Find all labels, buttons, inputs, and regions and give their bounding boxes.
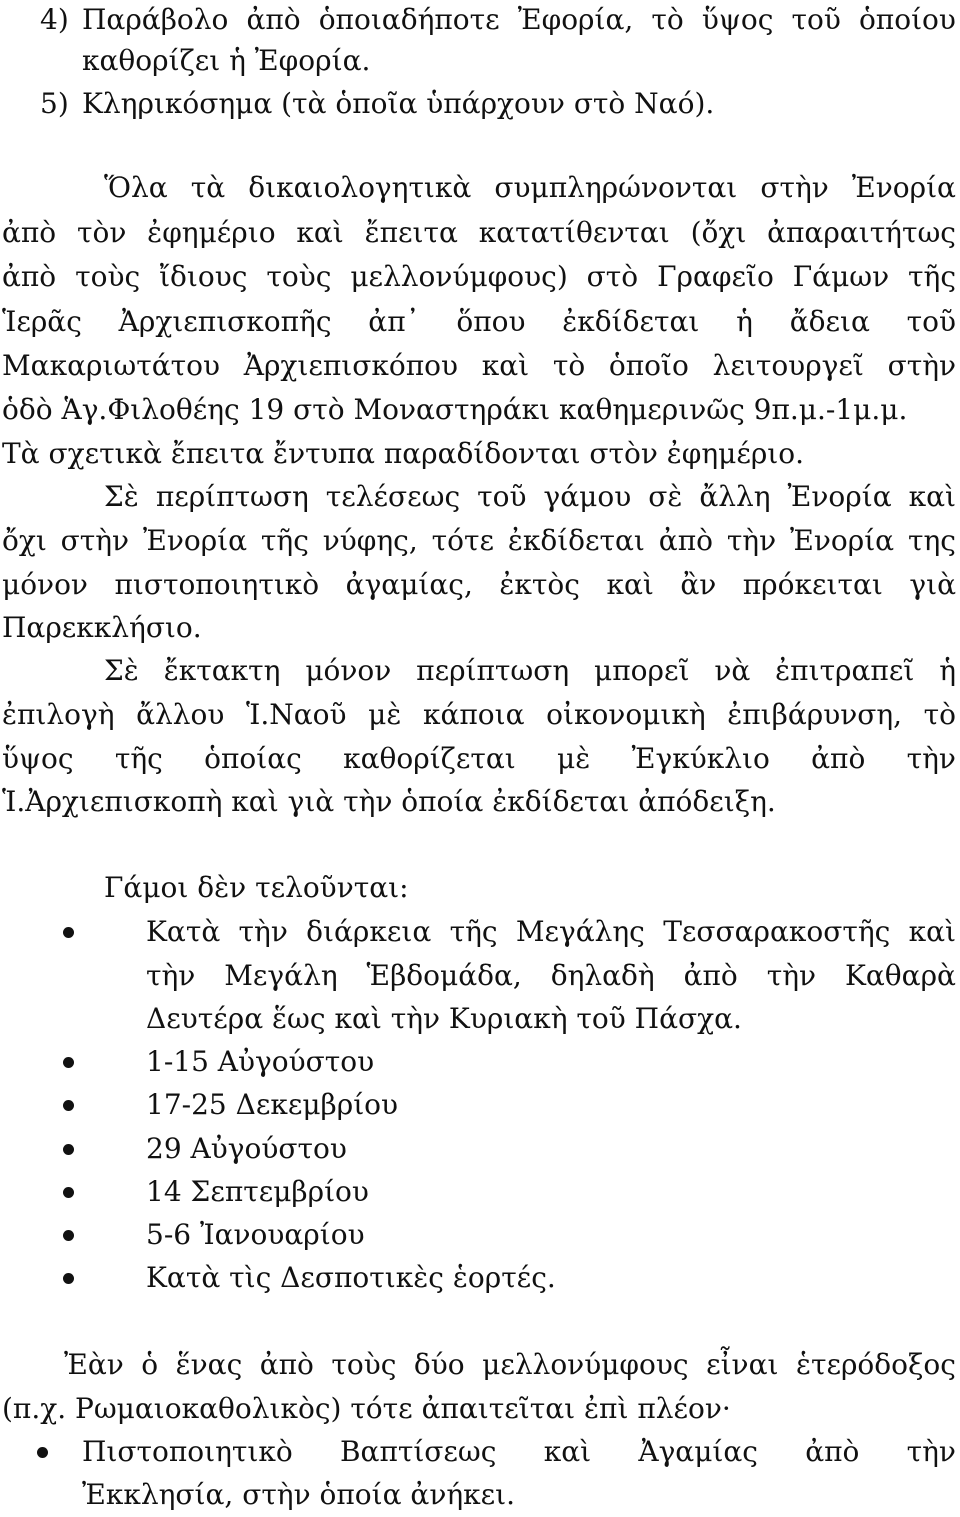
paragraph-line	[2, 346, 956, 386]
word: τὸν	[76, 216, 127, 249]
bullet-icon	[37, 1447, 48, 1458]
word: τῆς	[114, 742, 163, 775]
word: Σὲ	[104, 480, 139, 513]
word: Ἱ.Ναοῦ	[246, 698, 347, 731]
word: Σὲ	[104, 654, 139, 687]
word: ἴδιους	[159, 260, 248, 293]
paragraph-line	[104, 168, 956, 208]
word: ἀπὸ	[246, 3, 301, 36]
word: περίπτωση	[155, 480, 309, 513]
word: ἡ	[939, 654, 956, 687]
word: (ὄχι	[690, 216, 747, 249]
paragraph-line: Ἱ.Ἀρχιεπισκοπὴ καὶ γιὰ τὴν ὁποία ἐκδίδεται ἀπόδειξη.	[2, 785, 776, 818]
word: οἰκονομικὴ	[546, 698, 706, 731]
word: στὸ	[586, 260, 639, 293]
word: καθορίζεται	[343, 742, 516, 775]
word: ὁποῖο	[608, 349, 689, 382]
bullet-icon	[63, 1144, 74, 1155]
word: Πιστοποιητικὸ	[82, 1435, 293, 1468]
paragraph-line	[104, 651, 956, 691]
word: Ἐγκύκλιο	[631, 742, 770, 775]
word: ἑτερόδοξος	[795, 1348, 956, 1381]
word: ἂν	[680, 568, 717, 601]
list-item-line: Ἐκκλησία, στὴν ὁποία ἀνήκει.	[82, 1478, 516, 1511]
word: πιστοποιητικὸ	[114, 568, 320, 601]
word: νὰ	[714, 654, 751, 687]
word: τὴν	[238, 915, 288, 948]
word: Τεσσαρακοστῆς	[663, 915, 891, 948]
numbered-item-number: 4)	[40, 3, 69, 36]
word: Κατὰ	[146, 915, 221, 948]
word: ὁποιαδήποτε	[318, 3, 500, 36]
word: Μεγάλης	[515, 915, 645, 948]
word: μελλονύμφους	[482, 1348, 689, 1381]
paragraph-line	[2, 213, 956, 253]
word: καὶ	[908, 915, 956, 948]
word: γιὰ	[909, 568, 956, 601]
list-item-line	[146, 912, 956, 952]
word: ἄλλου	[136, 698, 225, 731]
word: Γραφεῖο	[657, 260, 774, 293]
section-heading: Γάμοι δὲν τελοῦνται:	[104, 871, 409, 904]
word: ἔκτακτη	[163, 654, 281, 687]
word: Παράβολο	[82, 3, 229, 36]
word: στὴν	[760, 171, 829, 204]
word: ἀπὸ	[259, 1348, 314, 1381]
word: τὴν	[906, 742, 956, 775]
word: πρόκειται	[742, 568, 883, 601]
list-item-line	[82, 1432, 956, 1472]
word: ἀπὸ	[2, 260, 57, 293]
word: στὴν	[887, 349, 956, 382]
word: Ἑβδομάδα,	[366, 959, 522, 992]
word: ἡ	[736, 305, 753, 338]
word: μόνον	[2, 568, 88, 601]
list-item: 5-6 Ἰανουαρίου	[146, 1218, 365, 1251]
word: Μεγάλη	[224, 959, 338, 992]
word: ἕνας	[175, 1348, 243, 1381]
word: τὸ	[651, 3, 684, 36]
bullet-icon	[63, 1230, 74, 1241]
word: γάμου	[543, 480, 632, 513]
word: τῆς	[449, 915, 498, 948]
word: ἀπὸ	[811, 742, 866, 775]
word: τοῦ	[906, 305, 956, 338]
word: Ὅλα	[104, 171, 168, 204]
word: καὶ	[296, 216, 344, 249]
paragraph-line: Τὰ σχετικὰ ἔπειτα ἔντυπα παραδίδονται στὸν ἐφημέριο.	[2, 437, 805, 470]
word: τότε	[431, 524, 494, 557]
word: Ἐὰν	[64, 1348, 124, 1381]
paragraph-line	[2, 521, 956, 561]
word: κάποια	[422, 698, 525, 731]
word: ὁ	[141, 1348, 159, 1381]
word: τοὺς	[331, 1348, 397, 1381]
list-item-line	[146, 956, 956, 996]
numbered-item-line: Κληρικόσημα (τὰ ὁποῖα ὑπάρχουν στὸ Ναό).	[82, 87, 715, 120]
word: περίπτωση	[416, 654, 570, 687]
word: ἐπιτραπεῖ	[775, 654, 915, 687]
word: καὶ	[908, 480, 956, 513]
paragraph-line	[64, 1345, 956, 1385]
numbered-item-number: 5)	[40, 87, 69, 120]
paragraph-line: Παρεκκλήσιο.	[2, 611, 202, 644]
word: τοὺς	[75, 260, 141, 293]
word: συμπληρώνονται	[494, 171, 738, 204]
word: τὸ	[552, 349, 586, 382]
bullet-icon	[63, 1273, 74, 1284]
word: ἀπὸ	[805, 1435, 860, 1468]
word: ἀπαραιτήτως	[767, 216, 956, 249]
word: τὸ	[923, 698, 956, 731]
numbered-item-text	[82, 0, 956, 40]
list-item: 14 Σεπτεμβρίου	[146, 1175, 369, 1208]
word: τὴν	[146, 959, 196, 992]
list-item: 17-25 Δεκεμβρίου	[146, 1088, 399, 1121]
paragraph-line	[2, 565, 956, 605]
word: Ἀρχιεπισκοπῆς	[118, 305, 332, 338]
word: καὶ	[481, 349, 530, 382]
paragraph-line	[2, 302, 956, 342]
word: ὁποίου	[858, 3, 956, 36]
word: μὲ	[368, 698, 402, 731]
list-item-line: Δευτέρα ἕως καὶ τὴν Κυριακὴ τοῦ Πάσχα.	[146, 1002, 742, 1035]
bullet-icon	[63, 1187, 74, 1198]
word: καὶ	[606, 568, 654, 601]
word: μπορεῖ	[594, 654, 690, 687]
word: τοῦ	[791, 3, 841, 36]
word: μόνον	[305, 654, 392, 687]
word: Ἐνορία	[789, 524, 895, 557]
word: τὴν	[906, 1435, 956, 1468]
word: Βαπτίσεως	[339, 1435, 497, 1468]
paragraph-line	[104, 477, 956, 517]
word: ἀπὸ	[658, 524, 713, 557]
word: νύφης,	[322, 524, 418, 557]
word: τοὺς	[266, 260, 332, 293]
word: ἄλλη	[699, 480, 771, 513]
word: Μακαριωτάτου	[2, 349, 221, 382]
word: μελλονύμφους)	[350, 260, 568, 293]
word: τὴν	[766, 959, 817, 992]
word: ἐκτὸς	[499, 568, 580, 601]
word: Ἐνορία	[142, 524, 248, 557]
word: ὁποίας	[204, 742, 302, 775]
word: τὴν	[726, 524, 777, 557]
paragraph-line	[2, 695, 956, 735]
word: ἔπειτα	[364, 216, 458, 249]
word: ἐκδίδεται	[562, 305, 700, 338]
list-item: 29 Αὐγούστου	[146, 1132, 347, 1165]
word: δηλαδὴ	[550, 959, 655, 992]
word: εἶναι	[706, 1348, 779, 1381]
word: Ἐνορία	[787, 480, 892, 513]
word: ἀπὸ	[2, 216, 57, 249]
word: ἄδεια	[789, 305, 870, 338]
word: Ἀρχιεπισκόπου	[243, 349, 459, 382]
word: Ἐφορία,	[517, 3, 634, 36]
word: μὲ	[557, 742, 591, 775]
paragraph-line: ὁδὸ Ἁγ.Φιλοθέης 19 στὸ Μοναστηράκι καθημερινῶς 9π.μ.-1μ.μ.	[2, 393, 908, 426]
bullet-icon	[63, 1057, 74, 1068]
word: ὕψος	[701, 3, 774, 36]
word: κατατίθενται	[478, 216, 670, 249]
word: στὴν	[60, 524, 130, 557]
word: ὄχι	[2, 524, 47, 557]
word: τὰ	[190, 171, 226, 204]
numbered-item-line: καθορίζει ἡ Ἐφορία.	[82, 44, 371, 77]
word: δύο	[413, 1348, 465, 1381]
word: ὅπου	[456, 305, 526, 338]
word: ἀπὸ	[683, 959, 738, 992]
word: δικαιολογητικὰ	[248, 171, 472, 204]
word: λειτουργεῖ	[712, 349, 864, 382]
list-item: Κατὰ τὶς Δεσποτικὲς ἑορτές.	[146, 1261, 556, 1294]
bullet-icon	[63, 927, 74, 938]
word: τῆς	[260, 524, 309, 557]
word: ὕψος	[2, 742, 74, 775]
word: ἀπ᾽	[368, 305, 420, 338]
word: ἐφημέριο	[147, 216, 276, 249]
word: καὶ	[543, 1435, 592, 1468]
word: ἐπιβάρυνση,	[727, 698, 903, 731]
list-item: 1-15 Αὐγούστου	[146, 1045, 375, 1078]
word: ἐκδίδεται	[507, 524, 645, 557]
word: Ἐνορία	[851, 171, 956, 204]
word: Ἱερᾶς	[2, 305, 82, 338]
paragraph-line	[2, 257, 956, 297]
word: σὲ	[648, 480, 683, 513]
word: τῆς	[908, 260, 956, 293]
word: διάρκεια	[306, 915, 432, 948]
word: τοῦ	[477, 480, 527, 513]
word: ἀγαμίας,	[345, 568, 473, 601]
word: Γάμων	[792, 260, 890, 293]
word: της	[907, 524, 956, 557]
word: τελέσεως	[325, 480, 461, 513]
bullet-icon	[63, 1100, 74, 1111]
word: ἐπιλογὴ	[2, 698, 115, 731]
paragraph-line	[2, 739, 956, 779]
paragraph-line: (π.χ. Ρωμαιοκαθολικὸς) τότε ἀπαιτεῖται ἐπὶ πλέον·	[2, 1392, 731, 1425]
word: Καθαρὰ	[844, 959, 956, 992]
word: Ἀγαμίας	[638, 1435, 758, 1468]
